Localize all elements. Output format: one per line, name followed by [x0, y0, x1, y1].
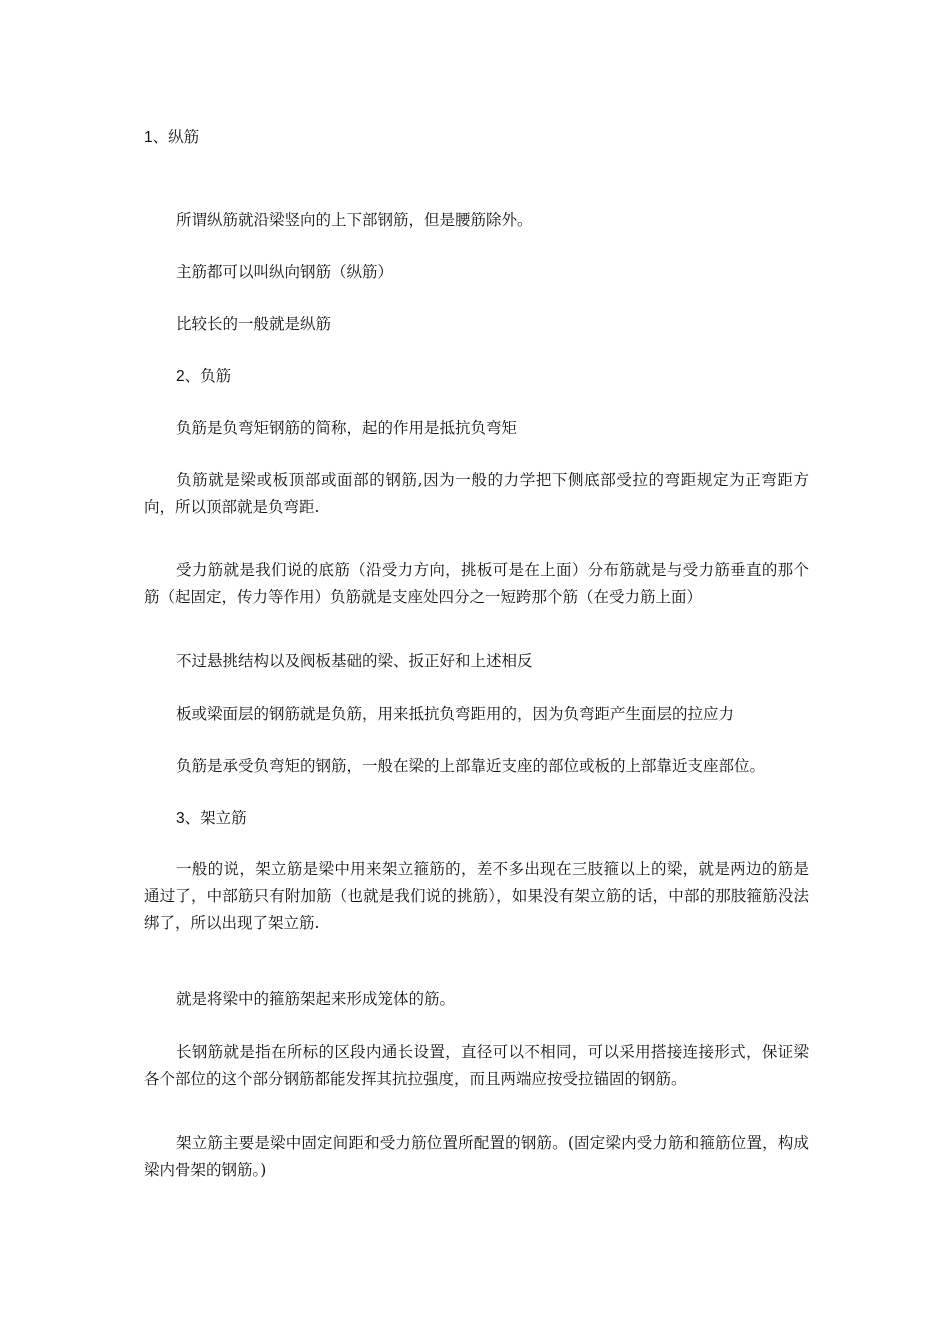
paragraph: 一般的说，架立筋是梁中用来架立箍筋的，差不多出现在三肢箍以上的梁，就是两边的筋是通过了，中部筋只有附加筋（也就是我们说的挑筋），如果没有架立筋的话，中部的那肢箍筋没法绑了，所以出现了架立筋. — [144, 860, 809, 932]
paragraph: 不过悬挑结构以及阀板基础的梁、扳正好和上述相反 — [176, 652, 533, 670]
paragraph: 受力筋就是我们说的底筋（沿受力方向，挑板可是在上面）分布筋就是与受力筋垂直的那个筋（起固定，传力等作用）负筋就是支座处四分之一短跨那个筋（在受力筋上面） — [144, 561, 809, 606]
paragraph: 所谓纵筋就沿梁竖向的上下部钢筋，但是腰筋除外。 — [176, 211, 533, 229]
paragraph: 架立筋主要是梁中固定间距和受力筋位置所配置的钢筋。(固定梁内受力筋和箍筋位置，构成梁内骨架的钢筋。) — [144, 1134, 809, 1179]
paragraph: 负筋是负弯矩钢筋的简称，起的作用是抵抗负弯矩 — [176, 419, 518, 437]
paragraph: 主筋都可以叫纵向钢筋（纵筋） — [176, 263, 394, 281]
paragraph: 长钢筋就是指在所标的区段内通长设置，直径可以不相同，可以采用搭接连接形式，保证梁各个部位的这个部分钢筋都能发挥其抗拉强度，而且两端应按受拉锚固的钢筋。 — [144, 1043, 809, 1088]
paragraph: 负筋就是梁或板顶部或面部的钢筋,因为一般的力学把下侧底部受拉的弯距规定为正弯距方向，所以顶部就是负弯距. — [144, 471, 809, 516]
paragraph: 比较长的一般就是纵筋 — [176, 315, 332, 333]
section-heading-negative-bar: 2、负筋 — [176, 368, 232, 385]
section-heading-erection-bar: 3、架立筋 — [176, 810, 247, 827]
paragraph: 负筋是承受负弯矩的钢筋，一般在梁的上部靠近支座的部位或板的上部靠近支座部位。 — [176, 757, 766, 775]
paragraph: 就是将梁中的箍筋架起来形成笼体的筋。 — [176, 990, 456, 1008]
paragraph: 板或梁面层的钢筋就是负筋，用来抵抗负弯距用的，因为负弯距产生面层的拉应力 — [176, 705, 735, 723]
section-heading-longitudinal-bar: 1、纵筋 — [144, 129, 200, 146]
